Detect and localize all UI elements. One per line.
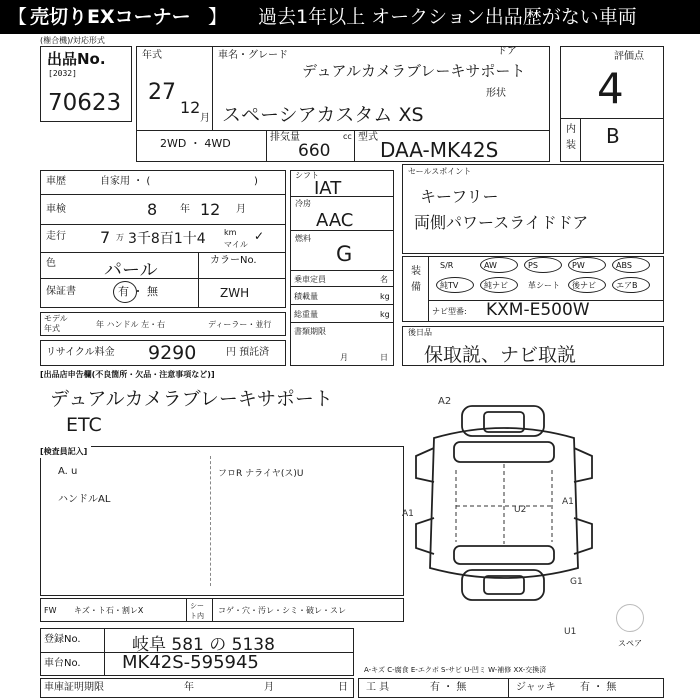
history-label: 車歴 (46, 176, 66, 187)
car-damage-diagram (404, 378, 604, 640)
year-label: 年式 (142, 50, 162, 61)
displacement-unit: cc (343, 132, 352, 141)
mileage-label: 走行 (46, 231, 66, 242)
equipment-item: S/R (440, 261, 454, 270)
equipment-label-2: 備 (411, 282, 421, 293)
color-code-label: カラーNo. (210, 255, 257, 266)
grade-line1: デュアルカメラブレーキサポート (302, 62, 526, 80)
equipment-item: 後ナビ (572, 281, 596, 290)
displacement-label: 排気量 (270, 132, 300, 143)
notes-line2: ETC (66, 414, 102, 436)
diagram-mark-a1-left: A1 (402, 509, 414, 519)
jack-value: 有 ・ 無 (580, 682, 617, 693)
model-year-dealer: ディーラー・並行 (208, 320, 272, 329)
diagram-mark-a2: A2 (438, 396, 452, 407)
inspector-label: [検査員記入] (40, 446, 91, 458)
lot-code: [2032] (48, 69, 77, 78)
navi-model: KXM-E500W (486, 300, 590, 320)
equipment-item-circle (612, 277, 650, 293)
fw-label: FW (44, 606, 57, 615)
warranty-circle (113, 281, 137, 303)
shift-value: IAT (314, 178, 342, 199)
year-value: 27 (148, 80, 176, 105)
equipment-item: 純TV (440, 281, 459, 290)
mileage-check: ✓ (254, 229, 265, 243)
spare-tire-icon (616, 604, 644, 632)
header-bracket-open: 【 (8, 6, 28, 28)
document-deadline-month: 月 (340, 353, 348, 362)
inspector-line2: ハンドルAL (58, 494, 111, 505)
equipment-item-circle (568, 257, 606, 273)
recycle-unit: 円 預託済 (226, 347, 270, 358)
notes-label: [出品店申告欄(不良箇所・欠品・注意事項など)] (40, 370, 215, 379)
drive-label: 2WD ・ 4WD (160, 137, 231, 150)
diagram-mark-a1-right: A1 (562, 497, 574, 507)
tools-label: 工 具 (366, 682, 390, 693)
model-value: DAA-MK42S (380, 138, 499, 162)
warranty-value: 有 ・ 無 (118, 285, 158, 298)
inspector-line3: フロR ナライヤ(ス)U (218, 469, 304, 479)
gross-label: 総重量 (294, 310, 318, 319)
capacity-label: 乗車定員 (294, 275, 326, 284)
name-label: 車名・グレード (218, 50, 288, 61)
fuel-value: G (336, 242, 353, 266)
color-code: ZWH (220, 286, 250, 300)
equipment-item: 革シート (528, 281, 560, 290)
month-unit: 月 (200, 113, 210, 124)
interior-label-1: 内 (566, 124, 576, 135)
equipment-item: PS (528, 261, 538, 270)
damage-legend: A-キズ C-腐食 E-エクボ S-サビ U-凹ミ W-補修 XX-交換済 (364, 666, 547, 674)
garage-cert-label: 車庫証明期限 (44, 682, 104, 693)
fw-text: キズ・ト石・割レX (74, 606, 144, 615)
header-note: 過去1年以上 オークション出品歴がない車両 (258, 6, 637, 28)
model-year-wheel: 年 ハンドル 左・右 (96, 320, 166, 329)
equipment-item-circle (568, 277, 606, 293)
model-label: 型式 (358, 132, 378, 143)
seat-label-1: シー (190, 602, 204, 610)
score-value: 4 (597, 64, 624, 113)
lot-label: 出品No. (47, 50, 106, 68)
registration-value: 岐阜 581 の 5138 (132, 635, 275, 655)
ac-value: AAC (316, 210, 354, 231)
recycle-label: リサイクル料金 (46, 347, 115, 358)
color-label: 色 (46, 258, 56, 269)
inspection-month-unit: 月 (236, 204, 246, 215)
equipment-item-circle (612, 257, 650, 273)
equipment-item: ABS (616, 261, 632, 270)
warranty-label: 保証書 (46, 286, 76, 297)
grade-line2: スペーシアカスタム XS (222, 104, 424, 126)
diagram-mark-u2: U2 (514, 505, 527, 515)
inspection-month: 12 (200, 200, 221, 219)
tools-box (358, 678, 664, 698)
garage-cert-month: 月 (264, 682, 274, 693)
model-year-label-2: 年式 (44, 324, 60, 333)
equipment-item: AW (484, 261, 497, 270)
sales-points-label: セールスポイント (408, 167, 472, 176)
page-header (0, 0, 700, 34)
equipment-item: PW (572, 261, 585, 270)
color-value: パール (104, 260, 158, 281)
door-label: ドア (497, 46, 517, 57)
sales-points-line1: キーフリー (420, 187, 499, 206)
score-label: 評価点 (614, 51, 644, 62)
header-title: 売切りEXコーナー (30, 6, 191, 28)
recycle-value: 9290 (148, 342, 197, 364)
equipment-item-circle (524, 257, 562, 273)
jack-label: ジャッキ (516, 682, 556, 693)
load-unit: kg (380, 292, 390, 301)
gross-unit: kg (380, 310, 390, 319)
notes-line1: デュアルカメラブレーキサポート (50, 388, 333, 410)
mileage-mile: マイル (224, 240, 248, 249)
history-close: ) (254, 176, 258, 187)
shape-label: 形状 (486, 88, 506, 99)
mileage-km: km (224, 228, 237, 237)
capacity-unit: 名 (380, 275, 388, 284)
garage-cert-day: 日 (338, 682, 348, 693)
interior-value: B (606, 124, 620, 148)
mileage-man: 7 (100, 228, 111, 247)
fuel-label: 燃料 (295, 234, 311, 243)
diagram-mark-g1: G1 (570, 577, 583, 587)
rear-label: 後日品 (408, 328, 432, 337)
mileage-man-unit: 万 (116, 233, 124, 242)
equipment-item: エアB (616, 281, 638, 290)
history-value: 自家用 ・ ( (100, 176, 151, 187)
month-value: 12 (180, 98, 201, 117)
document-deadline-label: 書類期限 (294, 327, 326, 336)
diagram-mark-u1: U1 (564, 627, 577, 637)
garage-cert-year: 年 (184, 682, 194, 693)
chassis-value: MK42S-595945 (122, 652, 259, 673)
equipment-item-circle (480, 277, 518, 293)
interior-label-2: 装 (566, 140, 576, 151)
tools-value: 有 ・ 無 (430, 682, 467, 693)
load-label: 積載量 (294, 292, 318, 301)
spare-label: スペア (618, 639, 642, 648)
header-bracket-close: 】 (208, 6, 228, 28)
navi-label: ナビ型番: (432, 307, 467, 316)
sales-points-line2: 両側パワースライドドア (414, 213, 589, 232)
inspection-year: 8 (147, 200, 158, 219)
chassis-label: 車台No. (44, 658, 81, 669)
top-note: (権合機)/対応形式 (40, 36, 105, 45)
equipment-item-circle (436, 277, 474, 293)
model-year-label-1: モデル (44, 314, 68, 323)
lot-number: 70623 (48, 90, 122, 116)
document-deadline-day: 日 (380, 353, 388, 362)
equipment-label-1: 装 (411, 266, 421, 277)
inspection-label: 車検 (46, 204, 66, 215)
ac-label: 冷房 (295, 199, 311, 208)
seat-text: コゲ・穴・汚レ・シミ・破レ・スレ (218, 606, 346, 615)
mileage-value: 3千8百1十4 (128, 231, 206, 247)
displacement-value: 660 (298, 141, 331, 161)
rear-value: 保取説、ナビ取説 (424, 344, 577, 366)
inspection-year-unit: 年 (180, 204, 190, 215)
registration-label: 登録No. (44, 634, 81, 645)
inspector-line1: A. u (58, 466, 78, 477)
seat-label-2: ト内 (190, 612, 204, 620)
equipment-item-circle (480, 257, 518, 273)
shift-label: シフト (295, 171, 319, 180)
equipment-item: 純ナビ (484, 281, 508, 290)
